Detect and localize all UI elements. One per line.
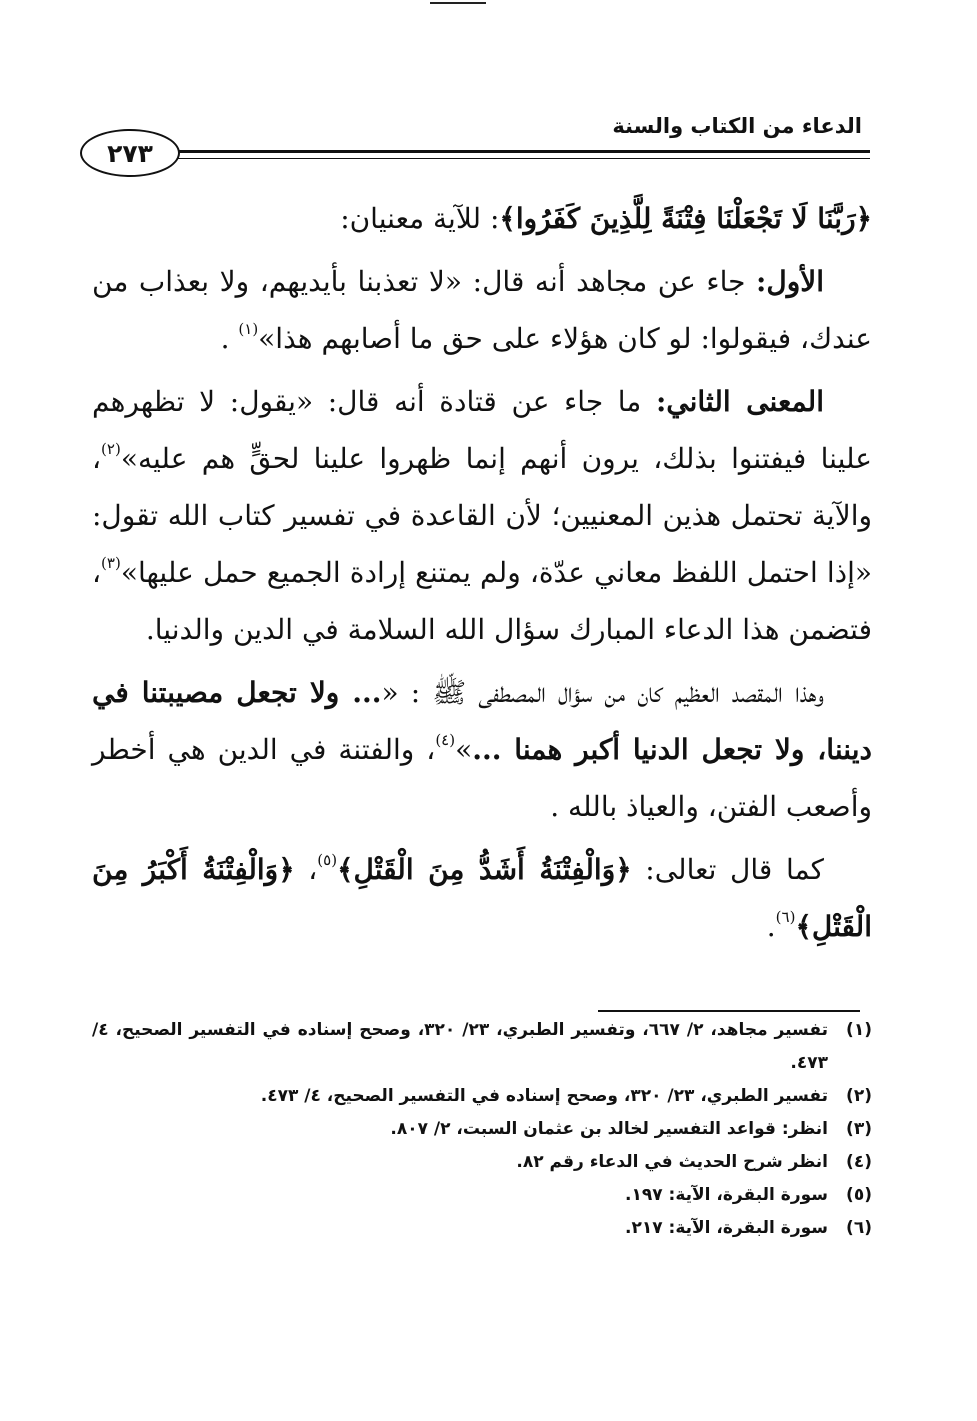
footnote-text: سورة البقرة، الآية: ١٩٧.	[625, 1185, 828, 1205]
page-header	[80, 110, 870, 180]
footnote-item	[92, 1212, 872, 1245]
header-rule-thin	[172, 158, 870, 159]
page-number: ٢٧٣	[80, 129, 180, 177]
footnote-number: (٦)	[846, 1218, 872, 1238]
quran-verse: ﴿وَالْفِتْنَةُ أَشَدُّ مِنَ الْقَتْلِ﴾	[337, 853, 632, 886]
paragraph-text: »	[455, 733, 473, 766]
hadith-quote: ... ولا تجعل مصيبتنا في ديننا، ولا تجعل الدنيا أكبر همنا ...	[92, 676, 872, 766]
footnotes	[92, 1014, 872, 1245]
footnote-ref-2[interactable]: (٢)	[101, 440, 121, 458]
footnote-separator	[598, 1010, 860, 1012]
paragraph-lead: المعنى الثاني:	[655, 385, 824, 418]
footnote-text: انظر: قواعد التفسير لخالد بن عثمان السبت، ٢/ ٨٠٧.	[390, 1119, 828, 1139]
quran-verse: ﴿رَبَّنَا لَا تَجْعَلْنَا فِتْنَةً لِلَّذِينَ كَفَرُوا﴾	[499, 202, 872, 235]
footnote-ref-4[interactable]: (٤)	[435, 731, 456, 749]
footnote-ref-3[interactable]: (٣)	[101, 554, 121, 572]
footnote-item	[92, 1080, 872, 1113]
paragraph-text: ، فتضمن هذا الدعاء المبارك سؤال الله السلامة في الدين والدنيا.	[92, 556, 872, 646]
paragraph-text: جاء عن مجاهد أنه قال: «لا تعذبنا بأيديهم، ولا بعذاب من عندك، فيقولوا: لو كان هؤلاء على حق ما أصابهم هذا»	[92, 265, 872, 355]
paragraph-text: ،	[294, 853, 318, 886]
main-text	[92, 190, 872, 955]
footnote-text: تفسير الطبري، ٢٣/ ٣٢٠، وصحح إسناده في التفسير الصحيح، ٤/ ٤٧٣.	[260, 1086, 828, 1106]
footnote-number: (١)	[846, 1020, 872, 1040]
paragraph-text: ، والآية تحتمل هذين المعنيين؛ لأن القاعدة في تفسير كتاب الله تقول: «إذا احتمل اللفظ معاني عدّة، ولم يمتنع إرادة الجميع حمل عليها»	[92, 442, 872, 589]
footnote-number: (٤)	[846, 1152, 872, 1172]
footnote-item	[92, 1179, 872, 1212]
footnote-text: انظر شرح الحديث في الدعاء رقم ٨٢.	[516, 1152, 828, 1172]
footnote-number: (٢)	[846, 1086, 872, 1106]
running-title: الدعاء من الكتاب والسنة	[612, 114, 862, 138]
footnote-ref-6[interactable]: (٦)	[775, 908, 796, 926]
footnote-item	[92, 1146, 872, 1179]
footnote-text: تفسير مجاهد، ٢/ ٦٦٧، وتفسير الطبري، ٢٣/ ٣٢٠، وصحح إسناده في التفسير الصحيح، ٤/ ٤٧٣.	[92, 1020, 828, 1073]
paragraph-1	[92, 190, 872, 247]
footnote-text: سورة البقرة، الآية: ٢١٧.	[625, 1218, 828, 1238]
footnote-item	[92, 1014, 872, 1080]
footnote-item	[92, 1113, 872, 1146]
paragraph-text: ما جاء عن قتادة أنه قال: «يقول: لا تظهرهم علينا فيفتنوا بذلك، يرون أنهم إنما ظهروا علينا لحقٍّ هم عليه»	[92, 385, 872, 475]
paragraph-text: ، والفتنة في الدين هي أخطر وأصعب الفتن، والعياذ بالله .	[92, 733, 872, 823]
footnote-number: (٣)	[846, 1119, 872, 1139]
paragraph-3	[92, 373, 872, 658]
footnote-ref-1[interactable]: (١)	[238, 320, 259, 338]
paragraph-tail: .	[220, 322, 239, 355]
paragraph-tail: .	[766, 910, 776, 943]
paragraph-lead: الأول:	[756, 265, 824, 298]
paragraph-text: وهذا المقصد العظيم كان من سؤال المصطفى ﷺ : «	[381, 676, 824, 709]
paragraph-2	[92, 253, 872, 367]
footnote-number: (٥)	[846, 1185, 872, 1205]
paragraph-text: كما قال تعالى:	[631, 853, 824, 886]
quran-verse: ﴿وَالْفِتْنَةُ أَكْبَرُ مِنَ الْقَتْلِ﴾	[92, 853, 872, 943]
paragraph-4	[92, 664, 872, 835]
paragraph-text: : للآية معنيان:	[340, 202, 500, 235]
top-edge-mark	[430, 2, 486, 4]
footnote-ref-5[interactable]: (٥)	[317, 851, 338, 869]
header-rule-thick	[172, 150, 870, 153]
paragraph-5	[92, 841, 872, 955]
